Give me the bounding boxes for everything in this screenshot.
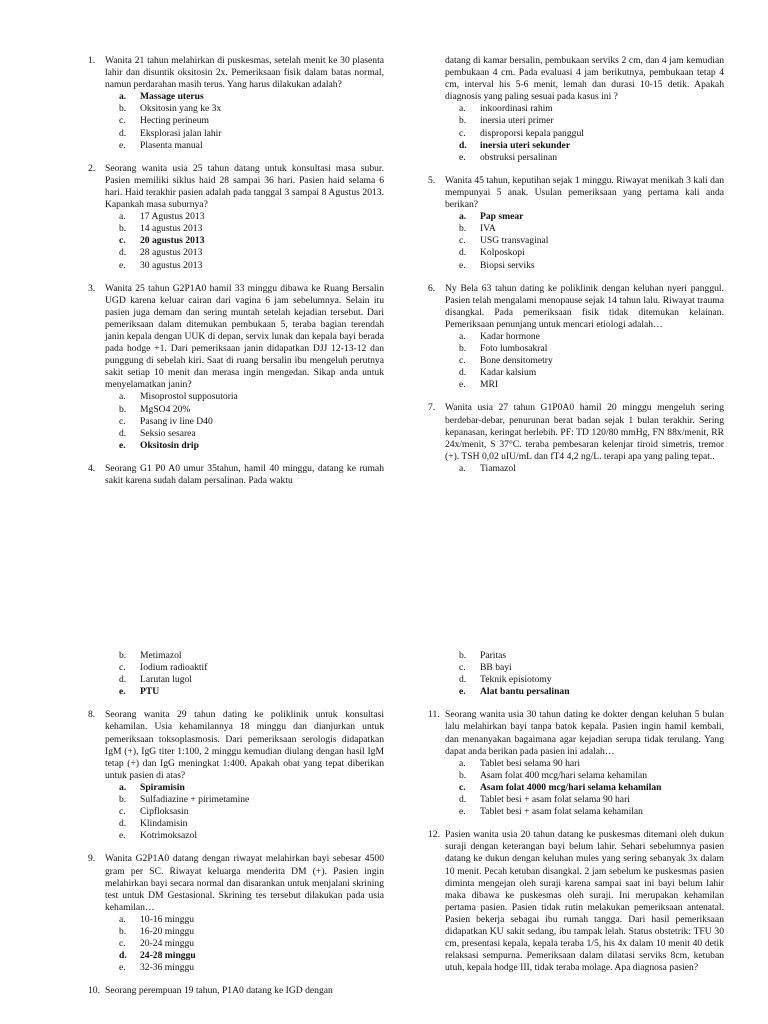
option-letter: b. [119,925,127,937]
answer-option [119,391,384,403]
option-text: Spiramisin [140,781,185,793]
answer-option [459,140,724,152]
answer-option [459,247,724,259]
question-text: Wanita G2P1A0 datang dengan riwayat melahirkan bayi sebesar 4500 gram per SC. Riwayat keluarga menderita DM (+). Pasien ingin melahirkan bayi secara normal dan disarankan untuk menjalani skrining test untuk DM Gestasional. Skrining tes tersebut dilakukan pada usia kehamilan… [105,853,384,913]
option-letter: b. [119,794,127,806]
answer-option [459,223,724,235]
option-list [445,331,724,391]
answer-option [119,247,384,259]
option-list [445,211,724,271]
answer-option [119,416,384,428]
answer-option [119,115,384,127]
answer-option [459,806,724,818]
option-text: Pasang iv line D40 [140,415,213,427]
question-6 [428,283,724,392]
question-number: 1. [88,55,96,66]
answer-option [119,103,384,115]
option-letter: e. [119,439,126,451]
answer-option [459,686,724,698]
option-text: Klindamisin [140,818,188,830]
option-text: Kolposkopi [480,247,525,259]
answer-option [119,223,384,235]
question-5 [428,175,724,272]
answer-option [459,794,724,806]
option-text: 30 agustus 2013 [140,259,203,271]
option-text: Seksio sesarea [140,427,196,439]
answer-option [119,794,384,806]
option-letter: e. [459,151,466,163]
option-text: Asam folat 400 mcg/hari selama kehamilan [480,769,648,781]
question-text: Seorang wanita usia 30 tahun dating ke dokter dengan keluhan 5 bulan lalu melahirkan bayi tanpa batok kepala. Pasien ingin hamil kembali, dan menanyakan bagaimana agar kejadian serupa tidak terulang. Yang dapat anda berikan pada pasien ini adalah… [445,709,724,757]
option-list [105,782,384,842]
option-letter: c. [119,662,126,674]
question-text: Ny Bela 63 tahun dating ke poliklinik dengan keluhan nyeri panggul. Pasien telah mengalami menopause sejak 14 tahun lalu. Riwayat trauma disangkal. Pada pemeriksaan fisik tidak ditemukan kelainan. Pemeriksaan penunjang untuk mencari etiologi adalah… [445,282,724,330]
option-letter: b. [459,769,467,781]
option-letter: b. [119,650,127,661]
option-letter: e. [119,962,126,974]
option-text: Sulfadiazine + pirimetamine [140,794,250,806]
answer-option [459,650,724,662]
option-text: Kotrimoksazol [140,830,198,842]
option-text: Oksitosin yang ke 3x [140,103,222,115]
option-letter: a. [119,211,126,223]
answer-option [459,331,724,343]
option-letter: d. [119,247,127,259]
option-letter: d. [459,139,467,151]
option-text: inersia uteri sekunder [480,139,571,151]
option-text: Tablet besi selama 90 hari [480,757,581,769]
answer-option [459,379,724,391]
question-text: Seorang perempuan 19 tahun, P1A0 datang ke IGD dengan [105,985,333,997]
option-text: Bone densitometry [480,355,553,367]
option-letter: b. [459,343,467,355]
option-letter: e. [459,379,466,391]
answer-option [119,128,384,140]
question-number: 10. [88,985,100,997]
option-letter: e. [119,830,126,842]
answer-option [119,950,384,962]
question-10 [88,985,384,997]
option-text: PTU [140,686,160,698]
answer-option [119,662,384,674]
option-text: 17 Agustus 2013 [140,211,205,223]
option-letter: c. [459,662,466,674]
option-text: Biopsi serviks [480,259,535,271]
option-letter: a. [459,757,466,769]
answer-option [119,938,384,950]
option-list [105,211,384,271]
right-column [428,650,724,985]
option-list [105,914,384,974]
option-text: obstruksi persalinan [480,151,558,163]
option-letter: e. [459,806,466,818]
left-column [88,55,384,498]
option-text: Oksitosin drip [140,439,199,451]
answer-option [119,140,384,152]
exam-page-2 [0,640,768,1024]
option-letter: c. [459,781,466,793]
answer-option [119,404,384,416]
option-letter: b. [119,403,127,415]
option-letter: d. [119,127,127,139]
option-text: IVA [480,223,496,235]
option-letter: c. [119,806,126,818]
question-7-continued [88,650,384,698]
question-10-continued [428,650,724,698]
option-list [105,391,384,451]
option-text: Kadar kalsium [480,367,537,379]
question-number: 6. [428,282,436,294]
option-letter: d. [119,427,127,439]
right-column [428,55,724,486]
question-11 [428,709,724,818]
question-text: Seorang wanita 29 tahun dating ke poliklinik untuk konsultasi kehamilan. Usia kehamilannya 18 minggu dan dianjurkan untuk pemeriksaan toksoplasmosis. Dari pemeriksaan serologis didapatkan IgM (+), IgG titer 1:100, 2 minggu kemudian diulang dengan hasil IgM tetap (+) dan IgG meningkat 1:400. Apakah obat yang tepat diberikan untuk pasien di atas? [105,709,384,781]
question-number: 4. [88,462,96,474]
question-1 [88,55,384,152]
question-7 [428,402,724,475]
answer-option [459,782,724,794]
option-text: Metimazol [140,650,182,661]
answer-option [119,914,384,926]
option-text: Alat bantu persalinan [480,686,570,698]
option-text: disproporsi kepala panggul [480,127,584,139]
answer-option [119,428,384,440]
question-8 [88,709,384,842]
question-number: 12. [428,829,440,841]
option-text: 16-20 minggu [140,925,195,937]
option-letter: c. [119,235,126,247]
answer-option [459,355,724,367]
option-text: Tiamazol [480,462,516,474]
option-letter: d. [119,818,127,830]
option-letter: a. [459,211,467,223]
question-number: 3. [88,282,96,294]
option-text: 10-16 minggu [140,913,195,925]
option-letter: d. [459,367,467,379]
option-text: Plasenta manual [140,139,203,151]
option-list [445,463,724,475]
option-letter: c. [459,235,466,247]
option-text: Tablet besi + asam folat selama kehamilan [480,806,643,818]
option-letter: d. [459,247,467,259]
answer-option [119,91,384,103]
option-list [445,758,724,818]
question-number: 5. [428,174,436,186]
option-text: Massage uterus [140,91,204,103]
option-list [445,650,724,698]
question-text: Wanita usia 27 tahun G1P0A0 hamil 20 minggu mengeluh sering berdebar-debar, penurunan berat badan sejak 1 bulan terakhir. Sering kepanasan, keringat berlebih. PF: TD 120/80 mmHg, FN 88x/menit, RR 24x/menit, S 37°C. teraba pembesaran kelenjar tiroid simetris, tremor (+). TSH 0,02 uIU/mL dan fT4 4,2 ng/L. terapi apa yang paling tepat.. [445,402,724,462]
option-letter: e. [119,686,126,698]
option-letter: c. [459,355,466,367]
question-4-continued [428,55,724,164]
answer-option [459,367,724,379]
option-text: Eksplorasi jalan lahir [140,127,222,139]
question-3 [88,283,384,452]
question-number: 8. [88,709,96,721]
option-text: 28 agustus 2013 [140,247,203,259]
option-text: MRI [480,379,499,391]
question-number: 7. [428,402,436,414]
answer-option [459,103,724,115]
option-text: Misoprostol supposutoria [140,391,238,403]
option-text: Foto lumbosakral [480,343,548,355]
option-text: 24-28 minggu [140,950,196,962]
answer-option [459,770,724,782]
option-text: BB bayi [480,662,512,674]
question-text: Wanita 25 tahun G2P1A0 hamil 33 minggu dibawa ke Ruang Bersalin UGD karena keluar cairan dari vagina 6 jam sebelumnya. Selain itu pasien juga demam dan sering muntah setelah kejadian tersebut. Dari pemeriksaan dalam ditemukan pembukaan 5, teraba bagian terendah janin kepala dengan UUK di depan, servix lunak dan kepala bayi berada pada hodge +1. Dari pemeriksaan janin didapatkan DJJ 12-13-12 dan punggung di sebelah kiri. Saat di ruang bersalin ibu mengeluh perutnya sakit setiap 10 menit dan merasa ingin mengedan. Sikap anda untuk menyelamatkan janin? [105,282,384,391]
answer-option [119,782,384,794]
option-letter: e. [119,139,126,151]
option-letter: a. [459,462,466,474]
answer-option [459,152,724,164]
question-text: datang di kamar bersalin, pembukaan serviks 2 cm, dan 4 jam kemudian pembukaan 4 cm. Pada evaluasi 4 jam berikutnya, pembukaan tetap 4 cm, interval his 5-6 menit, lemah dan durasi 10-15 detik. Apakah diagnosis yang paling sesuai pada kasus ini ? [445,55,724,103]
option-letter: a. [119,91,127,103]
question-text: Seorang wanita usia 25 tahun datang untuk konsultasi masa subur. Pasien memiliki siklus haid 28 sampai 36 hari. Pasien haid selama 6 hari. Haid terakhir pasien adalah pada tanggal 3 sampai 8 Agustus 2013. Kapankah masa suburnya? [105,162,384,211]
option-letter: a. [459,330,466,342]
option-letter: d. [459,794,467,806]
answer-option [459,758,724,770]
answer-option [119,818,384,830]
answer-option [459,674,724,686]
option-text: Paritas [480,650,507,661]
question-text: Wanita 21 tahun melahirkan di puskesmas, setelah menit ke 30 plasenta lahir dan disuntik oksitosin 2x. Pemeriksaan fisik dalam batas normal, namun perdarahan masih terus. Yang harus dilakukan adalah? [105,55,384,91]
option-list [445,103,724,163]
answer-option [459,235,724,247]
option-letter: b. [459,223,467,235]
option-text: MgSO4 20% [140,403,191,415]
question-number: 11. [428,709,440,721]
option-letter: c. [459,127,466,139]
question-text: Seorang G1 P0 A0 umur 35tahun, hamil 40 minggu, datang ke rumah sakit karena sudah dalam persalinan. Pada waktu [105,462,384,486]
answer-option [119,674,384,686]
option-letter: d. [459,674,467,686]
question-text: Pasien wanita usia 20 tahun datang ke puskesmas ditemani oleh dukun suraji dengan keterangan bayi belum lahir. Sehari sebelumnya pasien datang ke dukun dengan keluhan mules yang sering sebanyak 3x dalam 10 menit. Pecah ketuban disangkal. 2 jam sebelum ke puskesmas pasien diminta mengejan oleh suraji karena sampai saat ini bayi belum lahir maka dibawa ke puskesmas oleh suraji. Ini merupakan kehamilan pertama pasien. Pasien tidak rutin melakukan pemeriksaan antenatal. Pasien bekerja sebagai ibu rumah tangga. Dari hasil pemeriksaan didapatkan KU sakit sedang, ibu tampak lelah. Status obstetrik: TFU 30 cm, presentasi kepala, kepala teraba 1/5, his 4x dalam 10 menit 40 detik relaksasi sempurna. Pemeriksaan dalam dilatasi serviks 8cm, ketuban utuh, kepala hodge III, tidak teraba molage. Apa diagnosa pasien? [445,829,724,974]
option-text: Tablet besi + asam folat selama 90 hari [480,794,630,806]
question-4 [88,463,384,487]
option-text: USG transvaginal [480,235,549,247]
question-number: 9. [88,853,96,865]
answer-option [119,806,384,818]
option-letter: b. [119,103,127,115]
option-text: inersia uteri primer [480,115,554,127]
option-list [105,91,384,151]
option-letter: e. [119,259,126,271]
option-text: inkoordinasi rahim [480,103,553,115]
answer-option [119,260,384,272]
answer-option [459,115,724,127]
answer-option [119,650,384,662]
option-letter: d. [119,950,127,962]
option-letter: b. [119,223,127,235]
question-12 [428,829,724,974]
option-list [105,650,384,698]
question-number: 2. [88,162,96,174]
option-letter: a. [119,913,126,925]
answer-option [459,260,724,272]
option-text: 32-36 minggu [140,962,195,974]
answer-option [119,962,384,974]
option-text: 14 agustus 2013 [140,223,203,235]
question-9 [88,853,384,974]
option-letter: a. [119,391,126,403]
question-2 [88,163,384,272]
option-letter: c. [119,115,126,127]
option-letter: b. [459,115,467,127]
option-text: Teknik episiotomy [480,674,552,686]
answer-option [119,440,384,452]
answer-option [119,686,384,698]
answer-option [459,128,724,140]
option-text: Larutan lugol [140,674,192,686]
option-letter: b. [459,650,467,661]
answer-option [459,463,724,475]
answer-option [119,211,384,223]
option-text: 20 agustus 2013 [140,235,205,247]
option-text: Cipfloksasin [140,806,189,818]
option-letter: e. [459,686,466,698]
answer-option [119,926,384,938]
left-column [88,650,384,1008]
option-text: Iodium radioaktif [140,662,208,674]
option-text: Hecting perineum [140,115,209,127]
option-letter: e. [459,259,466,271]
answer-option [459,211,724,223]
option-letter: d. [119,674,127,686]
answer-option [459,662,724,674]
option-text: Pap smear [480,211,524,223]
option-text: Asam folat 4000 mcg/hari selama kehamilan [480,781,662,793]
question-text: Wanita 45 tahun, keputihan sejak 1 minggu. Riwayat menikah 3 kali dan mempunyai 5 anak. Usulan pemeriksaan yang pertama kali anda berikan? [445,174,724,211]
option-text: 20-24 minggu [140,938,195,950]
option-text: Kadar hormone [480,330,540,342]
answer-option [459,343,724,355]
option-letter: c. [119,415,126,427]
option-letter: a. [459,103,466,115]
option-letter: a. [119,781,127,793]
answer-option [119,830,384,842]
answer-option [119,235,384,247]
option-letter: c. [119,938,126,950]
